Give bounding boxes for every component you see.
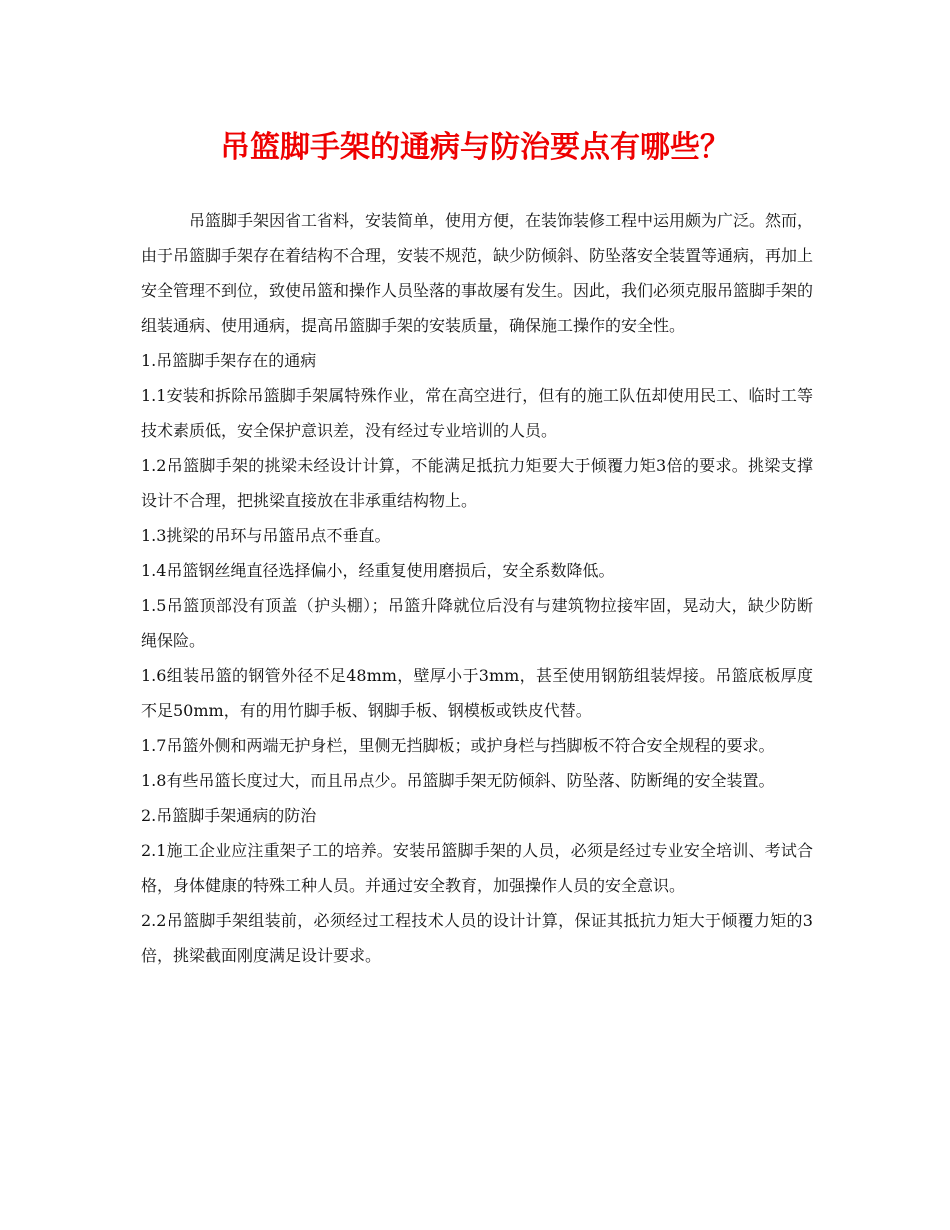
- list-item-1-6: 1.6组装吊篮的钢管外径不足48mm，壁厚小于3mm，甚至使用钢筋组装焊接。吊篮底板厚度不足50mm，有的用竹脚手板、钢脚手板、钢模板或铁皮代替。: [141, 666, 813, 720]
- list-item-1-4: 1.4吊篮钢丝绳直径选择偏小，经重复使用磨损后，安全系数降低。: [141, 561, 615, 580]
- document-body: [141, 203, 813, 973]
- list-item-1-7: 1.7吊篮外侧和两端无护身栏，里侧无挡脚板；或护身栏与挡脚板不符合安全规程的要求。: [141, 736, 775, 755]
- intro-paragraph: 吊篮脚手架因省工省料，安装简单，使用方便，在装饰装修工程中运用颇为广泛。然而，由于吊篮脚手架存在着结构不合理，安装不规范，缺少防倾斜、防坠落安全装置等通病，再加上安全管理不到位，致使吊篮和操作人员坠落的事故屡有发生。因此，我们必须克服吊篮脚手架的组装通病、使用通病，提高吊篮脚手架的安装质量，确保施工操作的安全性。: [141, 211, 814, 335]
- section-heading-1: 1.吊篮脚手架存在的通病: [141, 351, 317, 370]
- list-item-1-1: 1.1安装和拆除吊篮脚手架属特殊作业，常在高空进行，但有的施工队伍却使用民工、临时工等技术素质低，安全保护意识差，没有经过专业培训的人员。: [141, 386, 813, 440]
- list-item-1-3: 1.3挑梁的吊环与吊篮吊点不垂直。: [141, 526, 391, 545]
- list-item-2-2: 2.2吊篮脚手架组装前，必须经过工程技术人员的设计计算，保证其抵抗力矩大于倾覆力矩的3倍，挑梁截面刚度满足设计要求。: [141, 911, 813, 965]
- list-item-1-5: 1.5吊篮顶部没有顶盖（护头棚）；吊篮升降就位后没有与建筑物拉接牢固，晃动大，缺少防断绳保险。: [141, 596, 813, 650]
- list-item-1-2: 1.2吊篮脚手架的挑梁未经设计计算，不能满足抵抗力矩要大于倾覆力矩3倍的要求。挑梁支撑设计不合理，把挑梁直接放在非承重结构物上。: [141, 456, 813, 510]
- list-item-2-1: 2.1施工企业应注重架子工的培养。安装吊篮脚手架的人员，必须是经过专业安全培训、考试合格，身体健康的特殊工种人员。并通过安全教育，加强操作人员的安全意识。: [141, 841, 813, 895]
- section-heading-2: 2.吊篮脚手架通病的防治: [141, 806, 317, 825]
- document-title: 吊篮脚手架的通病与防治要点有哪些？: [220, 130, 730, 165]
- list-item-1-8: 1.8有些吊篮长度过大，而且吊点少。吊篮脚手架无防倾斜、防坠落、防断绳的安全装置。: [141, 771, 775, 790]
